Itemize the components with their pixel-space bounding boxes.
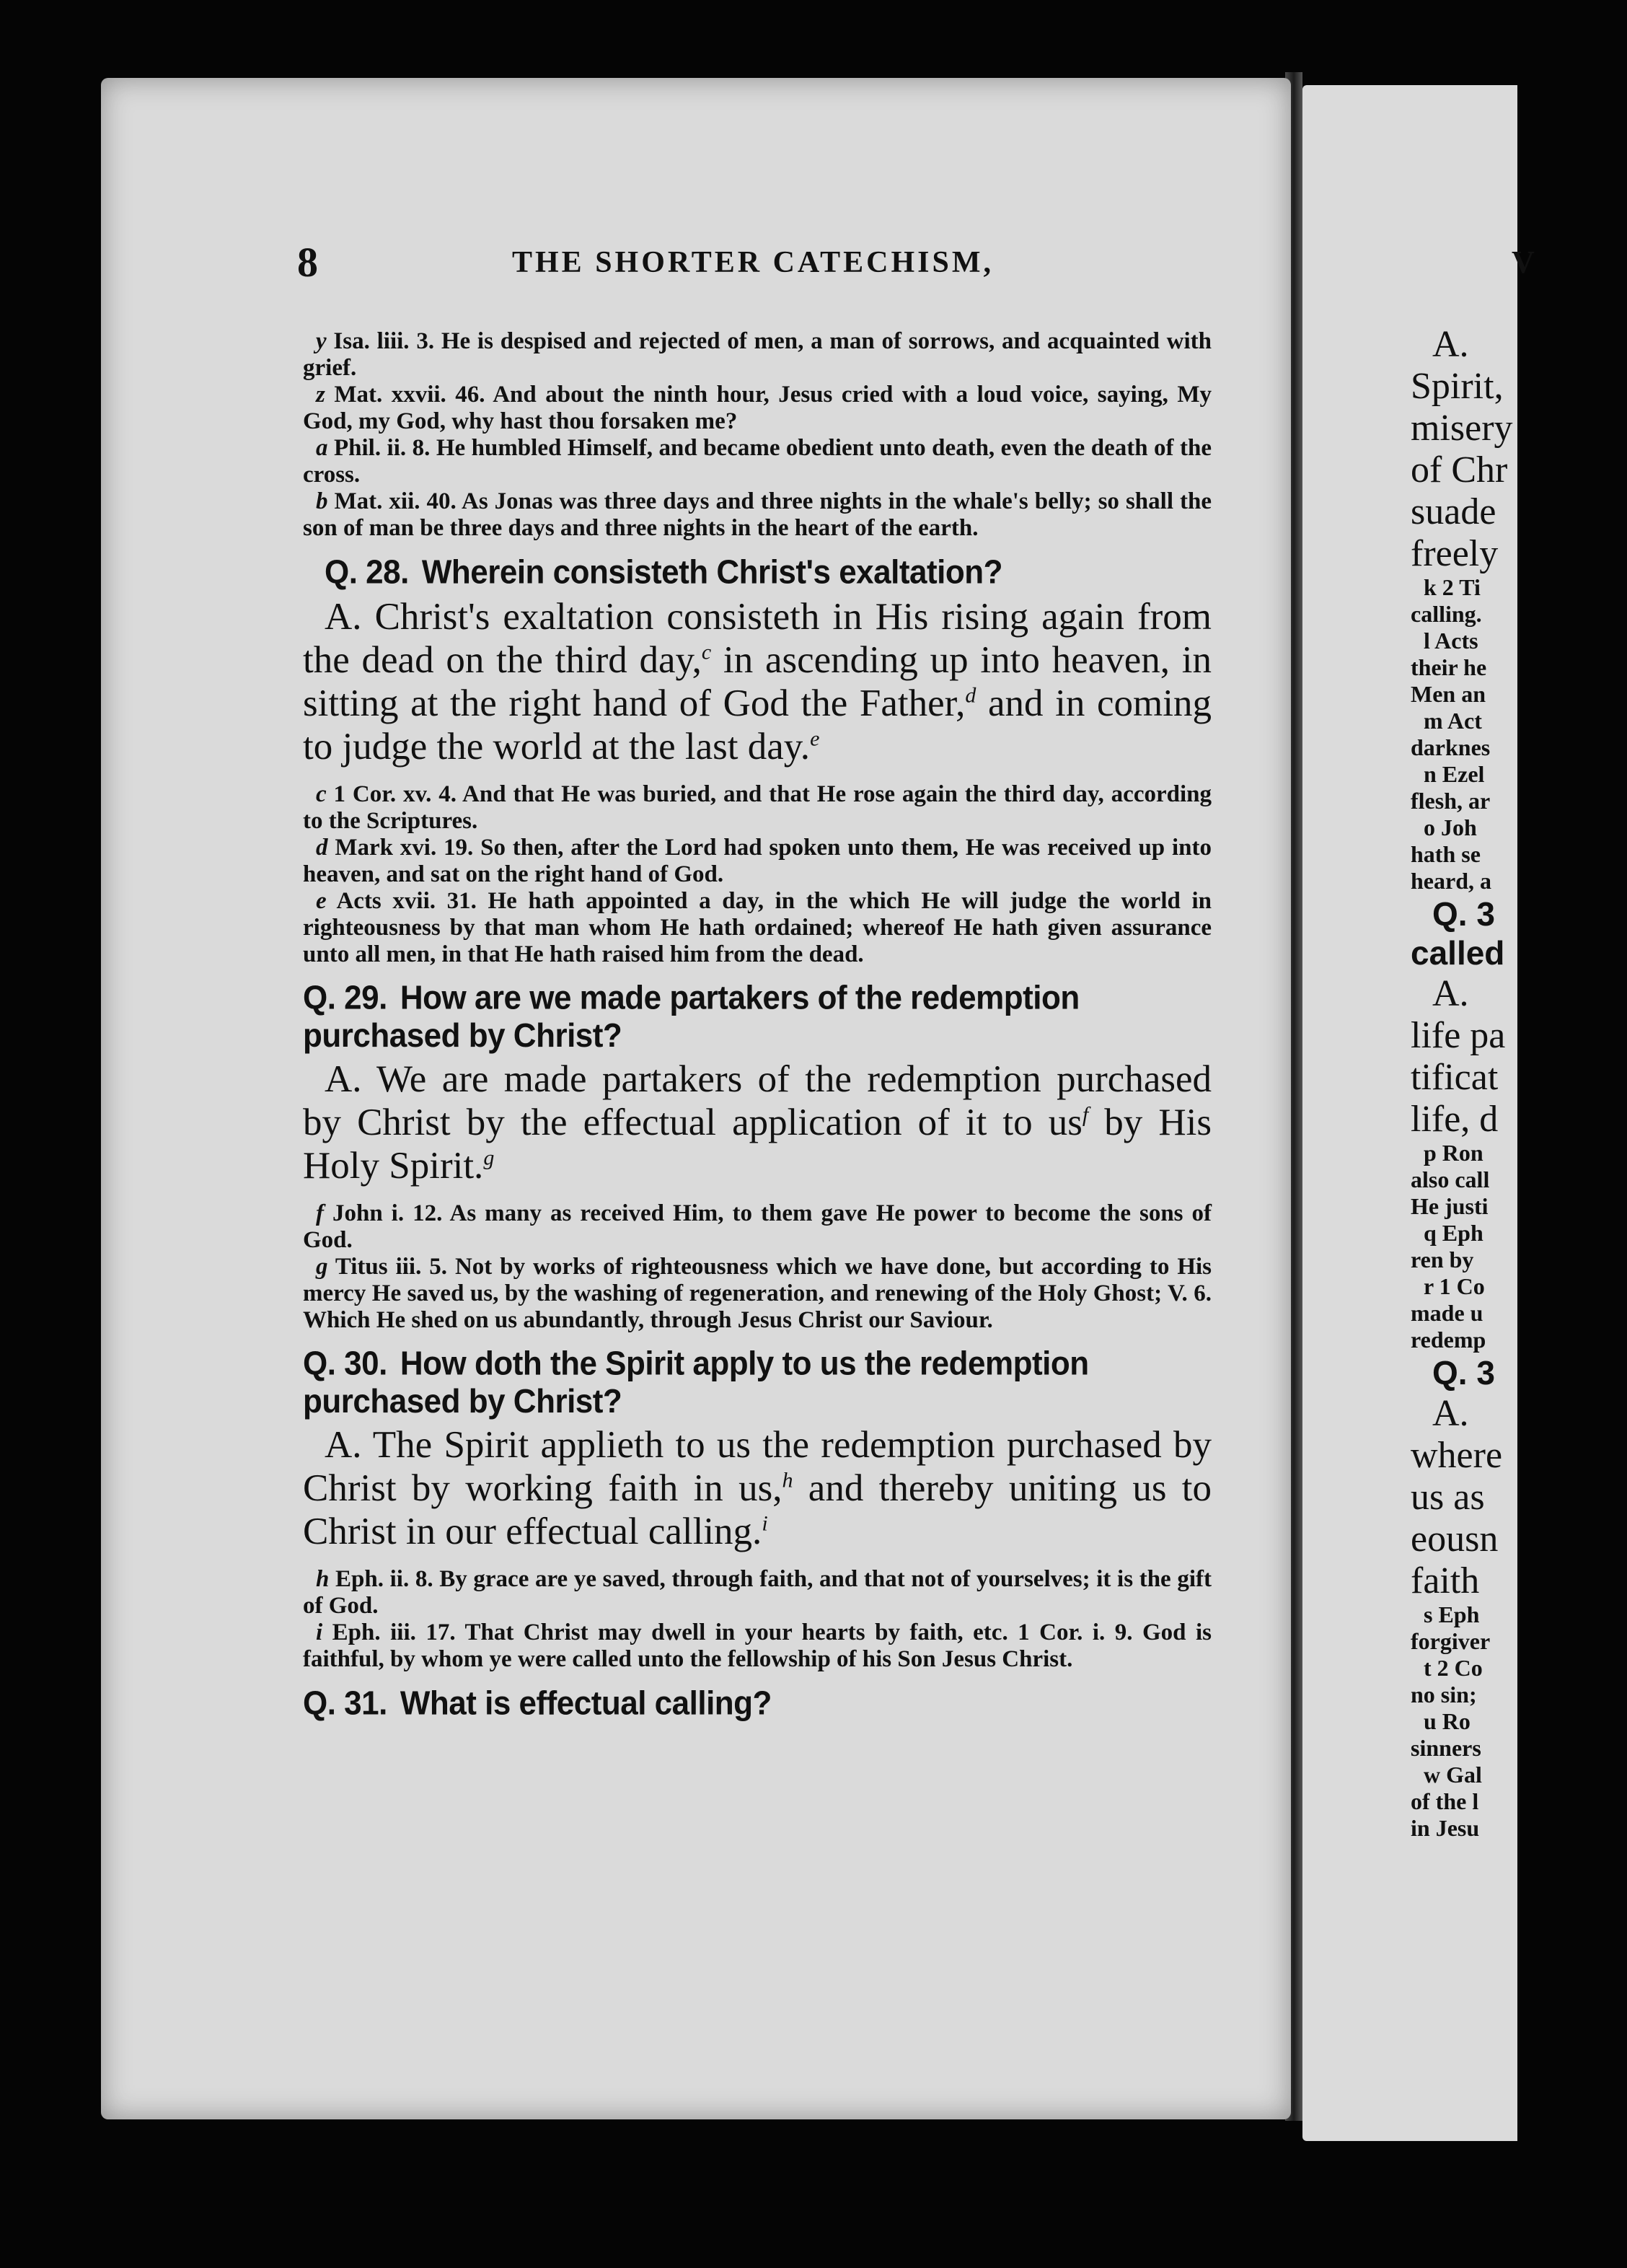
right-page-line: eousn (1411, 1518, 1499, 1560)
footnote-marker: f (1082, 1102, 1089, 1127)
right-page-line: in Jesu (1411, 1815, 1480, 1841)
footnotes-29 (303, 1200, 1212, 1334)
footnote-text: Eph. iii. 17. That Christ may dwell in your hearts by faith, etc. 1 Cor. i. 9. God is faithful, by whom ye were called unto the fellowship of his Son Jesus Christ. (303, 1619, 1212, 1672)
right-page-line: faith (1411, 1560, 1480, 1601)
answer-text: and in coming to judge the world at the last day. (303, 682, 1212, 768)
footnote-ref: h (316, 1566, 330, 1592)
footnote-text: Mat. xxvii. 46. And about the ninth hour, Jesus cried with a loud voice, saying, My God, my God, why hast thou forsaken me? (303, 382, 1212, 434)
right-page-line: calling. (1411, 601, 1482, 627)
answer-29 (303, 1058, 1212, 1187)
right-page-line: life pa (1411, 1015, 1506, 1056)
right-page-header-fragment: V (1512, 245, 1535, 280)
right-page-line: of the l (1411, 1788, 1479, 1814)
question-number: Q. 31. (303, 1684, 387, 1723)
right-page-line: Spirit, (1411, 366, 1504, 407)
right-page-line: made u (1411, 1300, 1483, 1326)
footnote (303, 488, 1212, 542)
right-page-line: misery (1411, 408, 1513, 449)
footnote (303, 1200, 1212, 1254)
footnote-marker: g (483, 1146, 495, 1170)
right-page-line: where (1411, 1435, 1503, 1476)
footnote-ref: b (316, 488, 328, 514)
footnote-text: Acts xvii. 31. He hath appointed a day, in the which He will judge the world in righteousness by that man whom He hath ordained; whereof He hath given assurance unto all men, in that He hath raised him from the dead. (303, 888, 1212, 967)
footnote-text: Isa. liii. 3. He is despised and rejected of men, a man of sorrows, and acquainted with grief. (303, 328, 1212, 381)
question-29 (303, 980, 1212, 1055)
right-page-line: o Joh (1424, 814, 1477, 840)
question-31 (303, 1685, 1212, 1723)
footnote-ref: a (316, 435, 328, 461)
footnote-text: Eph. ii. 8. By grace are ye saved, through faith, and that not of yourselves; it is the gift of God. (303, 1566, 1212, 1619)
question-text: How doth the Spirit apply to us the redemption purchased by Christ? (303, 1345, 1089, 1420)
right-page-line: A. (1432, 973, 1469, 1014)
right-page-line: s Eph (1424, 1601, 1480, 1627)
right-page-line: called (1411, 934, 1505, 972)
page-content (303, 328, 1212, 1726)
right-page-line: suade (1411, 491, 1496, 532)
footnote (303, 1566, 1212, 1619)
right-page-line: Men an (1411, 681, 1486, 707)
answer-28 (303, 595, 1212, 768)
question-number: Q. 28. (325, 553, 409, 592)
page-title: THE SHORTER CATECHISM, (512, 246, 995, 279)
right-page-line: of Chr (1411, 449, 1508, 491)
footnote-marker: e (810, 726, 820, 751)
question-text: Wherein consisteth Christ's exaltation? (421, 553, 1002, 592)
footnote-ref: e (316, 888, 327, 914)
right-page-line: q Eph (1424, 1220, 1483, 1246)
question-text: What is effectual calling? (400, 1684, 772, 1723)
right-page-line: their he (1411, 654, 1487, 680)
answer-text: A. We are made partakers of the redemption purchased by Christ by the effectual application of it to us (303, 1058, 1212, 1143)
footnote-ref: f (316, 1200, 324, 1226)
footnote (303, 888, 1212, 968)
right-page-line: Q. 3 (1432, 1354, 1495, 1392)
footnote-ref: z (316, 382, 325, 408)
footnote-marker: c (701, 640, 712, 664)
footnotes-top (303, 328, 1212, 542)
right-page-line: w Gal (1424, 1762, 1482, 1788)
right-page-line: t 2 Co (1424, 1655, 1483, 1681)
footnotes-28 (303, 781, 1212, 968)
right-page-line: n Ezel (1424, 761, 1485, 787)
question-28 (303, 554, 1212, 592)
answer-text: A. Christ's exaltation consisteth in His rising again from the dead on the third day, (303, 596, 1212, 681)
right-page-line: Q. 3 (1432, 895, 1495, 933)
right-page-line: no sin; (1411, 1682, 1477, 1707)
footnote (303, 435, 1212, 488)
right-page-line: flesh, ar (1411, 788, 1491, 814)
footnote-text: John i. 12. As many as received Him, to them gave He power to become the sons of God. (303, 1200, 1212, 1253)
right-page-line: A. (1432, 324, 1469, 365)
right-page-line: l Acts (1424, 628, 1478, 654)
footnotes-30 (303, 1566, 1212, 1673)
question-number: Q. 30. (303, 1345, 387, 1382)
right-page-line: r 1 Co (1424, 1273, 1485, 1299)
question-30 (303, 1345, 1212, 1421)
right-page-line: life, d (1411, 1099, 1499, 1140)
footnote-text: Titus iii. 5. Not by works of righteousness which we have done, but according to His mercy He saved us, by the washing of regeneration, and renewing of the Holy Ghost; V. 6. Which He shed on us abundantly, through Jesus Christ our Saviour. (303, 1254, 1212, 1333)
footnote-ref: c (316, 781, 327, 807)
footnote-text: Mark xvi. 19. So then, after the Lord had spoken unto them, He was received up into heaven, and sat on the right hand of God. (303, 835, 1212, 887)
right-page-line: heard, a (1411, 868, 1491, 894)
right-page-line: m Act (1424, 708, 1482, 734)
footnote (303, 835, 1212, 888)
right-page-line: freely (1411, 533, 1499, 574)
footnote-ref: y (316, 328, 327, 354)
right-page-line: also call (1411, 1166, 1490, 1192)
footnote (303, 1619, 1212, 1673)
right-page-line: ren by (1411, 1247, 1474, 1273)
question-text: How are we made partakers of the redemption purchased by Christ? (303, 979, 1080, 1055)
answer-text: A. The Spirit applieth to us the redemption purchased by Christ by working faith in us, (303, 1424, 1212, 1509)
right-page-line: He justi (1411, 1193, 1489, 1219)
footnote (303, 781, 1212, 835)
footnote-marker: h (782, 1468, 793, 1493)
footnote (303, 382, 1212, 435)
right-page-line: us as (1411, 1477, 1485, 1518)
right-page-line: A. (1432, 1393, 1469, 1434)
right-page-line: darknes (1411, 734, 1491, 760)
right-page-line: redemp (1411, 1327, 1486, 1353)
right-page-line: p Ron (1424, 1140, 1483, 1166)
right-page-line: k 2 Ti (1424, 574, 1481, 600)
footnote (303, 328, 1212, 382)
answer-text: by His Holy Spirit. (303, 1102, 1212, 1187)
footnote-marker: d (965, 683, 976, 708)
footnote-text: Phil. ii. 8. He humbled Himself, and became obedient unto death, even the death of the cross. (303, 435, 1212, 488)
footnote-ref: i (316, 1619, 323, 1645)
footnote-ref: g (316, 1254, 328, 1280)
page-number: 8 (297, 239, 318, 286)
footnote-ref: d (316, 835, 328, 861)
footnote (303, 1254, 1212, 1334)
footnote-text: 1 Cor. xv. 4. And that He was buried, and that He rose again the third day, according to the Scriptures. (303, 781, 1212, 834)
right-page-line: tificat (1411, 1057, 1499, 1098)
footnote-marker: i (762, 1511, 768, 1536)
right-page-line: hath se (1411, 841, 1481, 867)
answer-text: and thereby uniting us to Christ in our effectual calling. (303, 1467, 1212, 1552)
right-page-line: forgiver (1411, 1628, 1491, 1654)
footnote-text: Mat. xii. 40. As Jonas was three days and three nights in the whale's belly; so shall the son of man be three days and three nights in the heart of the earth. (303, 488, 1212, 541)
answer-30 (303, 1423, 1212, 1553)
right-page (1302, 85, 1535, 2141)
question-number: Q. 29. (303, 979, 387, 1016)
right-page-line: sinners (1411, 1735, 1481, 1761)
right-page-line: u Ro (1424, 1708, 1471, 1734)
answer-text: in ascending up into heaven, in sitting at the right hand of God the Father, (303, 639, 1212, 724)
